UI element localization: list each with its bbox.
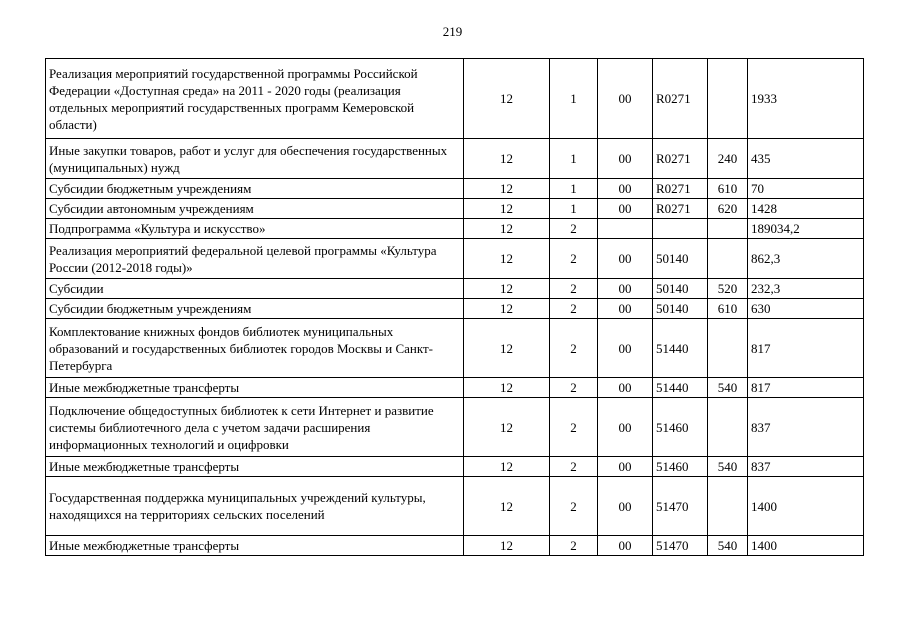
row-name: Субсидии [46, 279, 464, 299]
row-amount: 817 [748, 319, 864, 378]
page-number: 219 [442, 24, 463, 39]
row-name: Иные межбюджетные трансферты [46, 378, 464, 398]
row-kind: 540 [708, 378, 748, 398]
row-section: 12 [464, 199, 550, 219]
row-program: 00 [598, 59, 653, 139]
table-row [46, 378, 864, 398]
row-name: Реализация мероприятий федеральной целевой программы «Культура России (2012-2018 годы)» [46, 239, 464, 279]
table-row [46, 477, 864, 536]
row-amount: 232,3 [748, 279, 864, 299]
row-kind: 610 [708, 299, 748, 319]
table-row [46, 219, 864, 239]
row-program: 00 [598, 477, 653, 536]
row-section: 12 [464, 219, 550, 239]
table-row [46, 319, 864, 378]
row-amount: 189034,2 [748, 219, 864, 239]
row-program: 00 [598, 199, 653, 219]
row-target: 51440 [653, 378, 708, 398]
row-amount: 435 [748, 139, 864, 179]
row-target: 51470 [653, 536, 708, 556]
row-section: 12 [464, 139, 550, 179]
table-row [46, 179, 864, 199]
row-subsection: 2 [550, 299, 598, 319]
row-target: 50140 [653, 279, 708, 299]
table-row [46, 239, 864, 279]
row-subsection: 2 [550, 219, 598, 239]
row-program: 00 [598, 378, 653, 398]
row-section: 12 [464, 179, 550, 199]
row-kind [708, 398, 748, 457]
row-name: Субсидии бюджетным учреждениям [46, 299, 464, 319]
table-row [46, 457, 864, 477]
row-subsection: 1 [550, 199, 598, 219]
row-program: 00 [598, 319, 653, 378]
row-section: 12 [464, 59, 550, 139]
row-name: Субсидии бюджетным учреждениям [46, 179, 464, 199]
row-subsection: 2 [550, 378, 598, 398]
row-target: 50140 [653, 299, 708, 319]
row-section: 12 [464, 477, 550, 536]
table-row [46, 199, 864, 219]
row-amount: 1933 [748, 59, 864, 139]
row-target: 51470 [653, 477, 708, 536]
row-name: Комплектование книжных фондов библиотек муниципальных образований и государственных библиотек городов Москвы и Санкт-Петербурга [46, 319, 464, 378]
row-amount: 1400 [748, 477, 864, 536]
row-program: 00 [598, 299, 653, 319]
row-section: 12 [464, 239, 550, 279]
row-kind [708, 477, 748, 536]
row-subsection: 2 [550, 398, 598, 457]
row-kind [708, 219, 748, 239]
row-subsection: 2 [550, 319, 598, 378]
row-target: R0271 [653, 139, 708, 179]
row-amount: 837 [748, 457, 864, 477]
row-program: 00 [598, 536, 653, 556]
row-name: Иные межбюджетные трансферты [46, 457, 464, 477]
row-target: 51460 [653, 457, 708, 477]
row-kind: 540 [708, 536, 748, 556]
row-kind: 240 [708, 139, 748, 179]
budget-table [45, 58, 864, 556]
row-kind: 620 [708, 199, 748, 219]
row-name: Подключение общедоступных библиотек к сети Интернет и развитие системы библиотечного дела с учетом задачи расширения информационных технологий и оцифровки [46, 398, 464, 457]
row-amount: 837 [748, 398, 864, 457]
row-program: 00 [598, 457, 653, 477]
table-row [46, 536, 864, 556]
row-section: 12 [464, 378, 550, 398]
row-name: Иные закупки товаров, работ и услуг для обеспечения государственных (муниципальных) нужд [46, 139, 464, 179]
row-target [653, 219, 708, 239]
row-subsection: 2 [550, 477, 598, 536]
row-subsection: 2 [550, 239, 598, 279]
row-name: Реализация мероприятий государственной программы Российской Федерации «Доступная среда» на 2011 - 2020 годы (реализация отдельных мероприятий государственных программ Кемеровской области) [46, 59, 464, 139]
row-name: Субсидии автономным учреждениям [46, 199, 464, 219]
table-row [46, 398, 864, 457]
row-kind [708, 239, 748, 279]
row-subsection: 1 [550, 59, 598, 139]
row-subsection: 2 [550, 457, 598, 477]
row-amount: 817 [748, 378, 864, 398]
row-kind: 520 [708, 279, 748, 299]
row-kind: 540 [708, 457, 748, 477]
row-amount: 1428 [748, 199, 864, 219]
row-section: 12 [464, 279, 550, 299]
row-section: 12 [464, 299, 550, 319]
row-section: 12 [464, 398, 550, 457]
row-section: 12 [464, 319, 550, 378]
table-row [46, 59, 864, 139]
row-section: 12 [464, 457, 550, 477]
row-program: 00 [598, 239, 653, 279]
row-section: 12 [464, 536, 550, 556]
row-name: Подпрограмма «Культура и искусство» [46, 219, 464, 239]
row-subsection: 2 [550, 279, 598, 299]
row-subsection: 2 [550, 536, 598, 556]
row-target: 51440 [653, 319, 708, 378]
row-amount: 630 [748, 299, 864, 319]
row-program: 00 [598, 139, 653, 179]
row-kind [708, 59, 748, 139]
table-row [46, 279, 864, 299]
row-program: 00 [598, 279, 653, 299]
row-name: Иные межбюджетные трансферты [46, 536, 464, 556]
row-target: 50140 [653, 239, 708, 279]
table-row [46, 299, 864, 319]
row-amount: 862,3 [748, 239, 864, 279]
row-target: R0271 [653, 199, 708, 219]
row-target: 51460 [653, 398, 708, 457]
row-name: Государственная поддержка муниципальных учреждений культуры, находящихся на территориях сельских поселений [46, 477, 464, 536]
row-program: 00 [598, 398, 653, 457]
row-amount: 70 [748, 179, 864, 199]
row-target: R0271 [653, 179, 708, 199]
row-kind: 610 [708, 179, 748, 199]
row-kind [708, 319, 748, 378]
row-subsection: 1 [550, 179, 598, 199]
table-row [46, 139, 864, 179]
row-amount: 1400 [748, 536, 864, 556]
row-target: R0271 [653, 59, 708, 139]
row-subsection: 1 [550, 139, 598, 179]
row-program: 00 [598, 179, 653, 199]
row-program [598, 219, 653, 239]
